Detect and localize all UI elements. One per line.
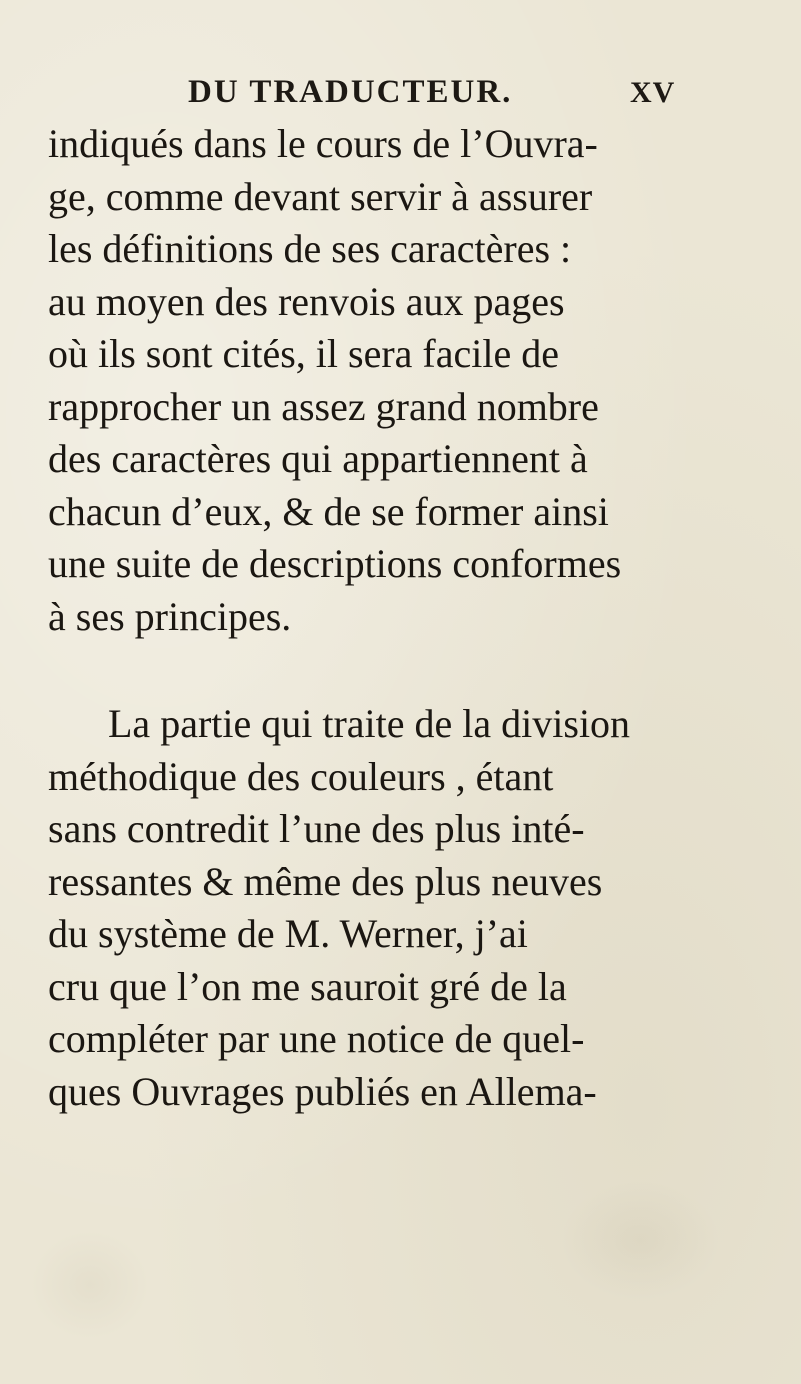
text-line: des caractères qui appartiennent à	[48, 436, 588, 481]
text-line: chacun d’eux, & de se former ainsi	[48, 488, 609, 534]
running-head	[0, 70, 801, 118]
text-line: méthodique des couleurs , étant	[48, 753, 554, 799]
text-line: ques Ouvrages publiés en Allema-	[48, 1068, 597, 1114]
running-title: DU TRADUCTEUR.	[188, 74, 513, 110]
text-line: rapprocher un assez grand nombre	[48, 383, 599, 429]
paragraph	[48, 118, 776, 643]
text-line: du système de M. Werner, j’ai	[48, 911, 528, 956]
paper-stain	[30, 1230, 150, 1340]
text-line: cru que l’on me sauroit gré de la	[48, 963, 567, 1009]
text-line: ge, comme devant servir à assurer	[48, 173, 593, 219]
text-line: La partie qui traite de la division	[108, 701, 631, 746]
text-line: indiqués dans le cours de l’Ouvra-	[48, 121, 598, 166]
text-line: ressantes & même des plus neuves	[48, 858, 603, 904]
text-line: à ses principes.	[48, 593, 292, 639]
text-line: sans contredit l’une des plus inté-	[48, 806, 585, 851]
body-text	[48, 118, 776, 1118]
page-number: XV	[630, 76, 676, 109]
paragraph-gap	[48, 643, 776, 698]
paragraph	[48, 698, 776, 1118]
paper-stain	[560, 1180, 720, 1300]
text-line: une suite de descriptions conformes	[48, 541, 622, 586]
text-line: compléter par une notice de quel-	[48, 1016, 585, 1061]
text-line: les définitions de ses caractères :	[48, 226, 572, 271]
text-line: au moyen des renvois aux pages	[48, 278, 565, 324]
text-line: où ils sont cités, il sera facile de	[48, 331, 559, 376]
